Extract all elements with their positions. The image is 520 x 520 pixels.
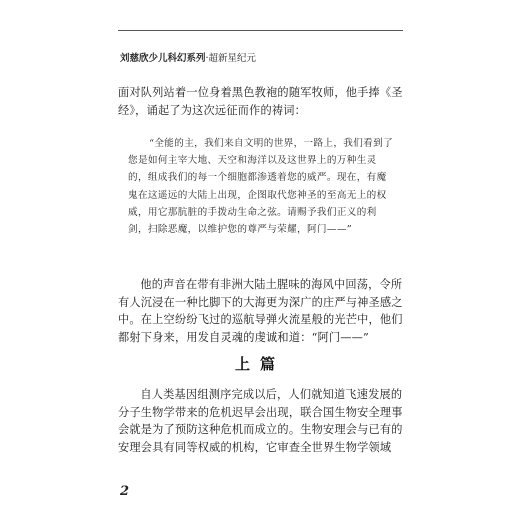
prayer-quote: “全能的主，我们来自文明的世界，一路上，我们看到了您是如何主宰大地、天空和海洋以及这世界上的万种生灵的，组成我们的每一个细胞都渗透着您的威严。现在，有魔鬼在这遥远的大陆上出现，企图取代您神圣的至高无上的权威，用它那肮脏的手拨动生命之弦。请赐予我们正义的利剑，扫除恶魔，以维护您的尊严与荣耀，阿门——” [128,138,394,236]
header-separator: · [205,53,209,64]
intro-paragraph: 面对队列站着一位身着黑色教袍的随军牧师，他手捧《圣经》，诵起了为这次远征而作的祷词： [118,86,403,117]
volume-title: 超新星纪元 [208,53,257,64]
opening-paragraph: 自人类基因组测序完成以后，人们就知道飞速发展的分子生物学带来的危机迟早会出现，联合国生物安全理事会就是为了预防这种危机而成立的。生物安理会与已有的安理会具有同等权威的机构，它审查全世界生物学领域 [118,388,403,454]
section-title: 上篇 [234,355,285,373]
series-title: 刘慈欣少儿科幻系列 [120,53,206,64]
voice-paragraph: 他的声音在带有非洲大陆土腥味的海风中回荡，令所有人沉浸在一种比脚下的大海更为深广的庄严与神圣感之中。在上空纷纷飞过的巡航导弹火流星般的光芒中，他们都射下身来，用发自灵魂的虔诚和道：“阿门——” [118,278,403,344]
header-rule [118,30,403,31]
running-head [120,50,256,64]
page-number: 2 [120,484,130,499]
